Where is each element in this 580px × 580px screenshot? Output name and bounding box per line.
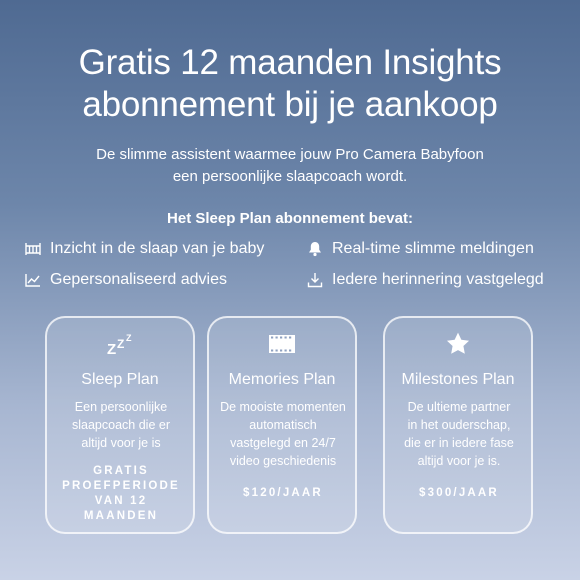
plan-price: [217, 486, 349, 501]
headline-line-2: abonnement bij je aankoop: [82, 85, 498, 124]
plan-price-line: VAN 12: [94, 495, 148, 507]
feature-item-sleep-insight: [24, 240, 264, 258]
svg-text:Z: Z: [117, 337, 125, 351]
plan-title: Milestones Plan: [401, 371, 515, 388]
feature-label: Inzicht in de slaap van je baby: [50, 240, 265, 257]
feature-label: Gepersonaliseerd advies: [50, 271, 227, 288]
svg-text:Z: Z: [126, 333, 132, 343]
subtitle-line-1: De slimme assistent waarmee jouw Pro Camera Babyfoon: [96, 146, 484, 163]
plan-description-line: die er in iedere fase: [404, 436, 514, 450]
plan-card-milestones[interactable]: [383, 316, 533, 534]
plan-price: [55, 464, 187, 524]
plan-price-line: $300/JAAR: [419, 487, 499, 499]
subtitle: [0, 144, 580, 188]
plan-description-line: vastgelegd en 24/7: [230, 436, 336, 450]
plan-description-line: De mooiste momenten: [220, 400, 346, 414]
plan-description: [395, 398, 523, 470]
plan-price: [393, 486, 525, 501]
plan-description-line: altijd voor je is.: [417, 454, 501, 468]
plan-price-line: GRATIS: [93, 465, 149, 477]
headline-line-1: Gratis 12 maanden Insights: [78, 43, 502, 82]
plan-price-line: $120/JAAR: [243, 487, 323, 499]
subtitle-line-2: een persoonlijke slaapcoach wordt.: [172, 168, 408, 185]
features-list: [24, 240, 569, 300]
plan-description: [57, 398, 185, 452]
plan-description-line: Een persoonlijke: [74, 400, 168, 414]
plan-price-line: MAANDEN: [83, 510, 159, 522]
plan-description-line: video geschiedenis: [229, 454, 337, 468]
plan-description-line: altijd voor je is: [81, 436, 161, 450]
feature-item-memories: [306, 271, 544, 289]
film-icon: [209, 330, 355, 358]
zzz-icon: [47, 330, 193, 358]
feature-item-alerts: [306, 240, 534, 258]
feature-label: Iedere herinnering vastgelegd: [332, 271, 544, 288]
plan-price-line: PROEFPERIODE: [62, 480, 180, 492]
plan-title: Memories Plan: [228, 371, 336, 388]
plan-card-memories[interactable]: [207, 316, 357, 534]
chart-icon: [24, 271, 42, 289]
plan-description: [219, 398, 347, 470]
bell-icon: [306, 240, 324, 258]
plan-description-line: slaapcoach die er: [72, 418, 170, 432]
feature-label: Real-time slimme meldingen: [332, 240, 534, 257]
plan-description-line: in het ouderschap,: [407, 418, 511, 432]
plan-description-line: automatisch: [249, 418, 317, 432]
svg-text:Z: Z: [107, 341, 117, 357]
plan-title: Sleep Plan: [81, 371, 159, 388]
star-icon: [385, 330, 531, 358]
headline: [0, 42, 580, 126]
plan-description-line: De ultieme partner: [407, 400, 511, 414]
plan-card-sleep[interactable]: [45, 316, 195, 534]
download-icon: [306, 271, 324, 289]
feature-item-advice: [24, 271, 227, 289]
features-heading: Het Sleep Plan abonnement bevat:: [167, 210, 413, 227]
crib-icon: [24, 240, 42, 258]
